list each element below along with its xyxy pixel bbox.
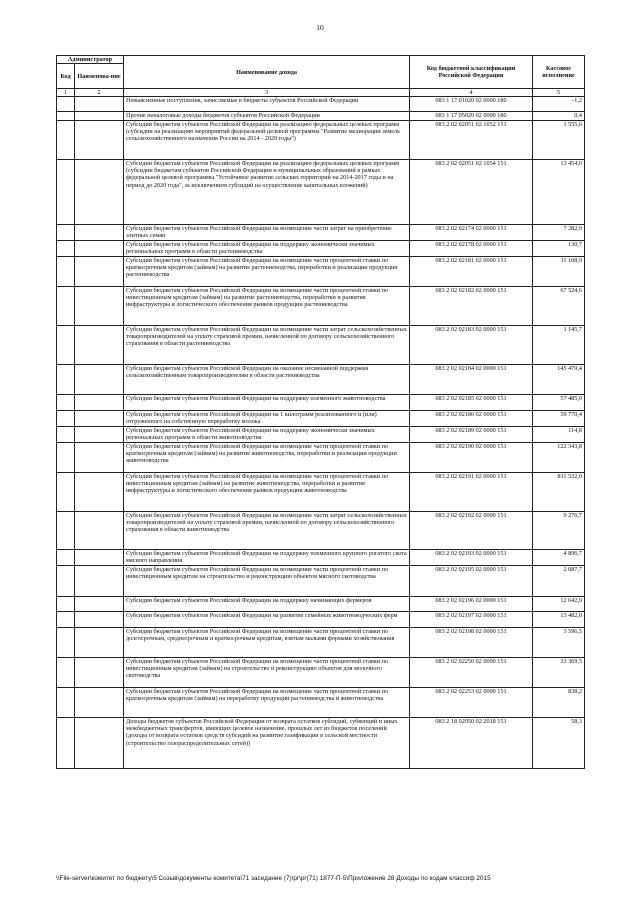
table-row <box>57 120 585 159</box>
admin-code-cell <box>57 442 75 472</box>
admin-name-cell <box>75 657 124 687</box>
income-name-cell: Субсидии бюджетам субъектов Российской Федерации на реализацию федеральных целевых программ (субсидии на реализацию мероприятий федеральной целевой программы "Развитие мелиорации земель сельскохозяйственного назначения России на 2014 - 2020 годы") <box>124 120 410 159</box>
budget-code-cell: 083 1 17 05020 02 0000 180 <box>410 112 533 120</box>
admin-code-cell <box>57 394 75 410</box>
column-number: 2 <box>75 89 124 97</box>
admin-code-cell <box>57 256 75 286</box>
admin-code-cell <box>57 240 75 256</box>
amount-cell: 13 454,0 <box>533 159 585 224</box>
page-number: 10 <box>316 23 324 32</box>
amount-cell: 7 282,9 <box>533 224 585 240</box>
admin-name-cell <box>75 394 124 410</box>
table-row <box>57 565 585 596</box>
amount-cell: 4 896,7 <box>533 549 585 565</box>
admin-code-cell <box>57 472 75 511</box>
admin-code-cell <box>57 717 75 768</box>
amount-cell: 114,8 <box>533 426 585 442</box>
amount-cell: 9 276,7 <box>533 511 585 549</box>
budget-code-cell: 083 2 02 02178 02 0000 151 <box>410 240 533 256</box>
budget-code-cell: 083 2 02 02185 02 0000 151 <box>410 394 533 410</box>
income-name-cell: Доходы бюджетов субъектов Российской Федерации от возврата остатков субсидий, субвенций и иных межбюджетных трансфертов, имеющих целевое назначение, прошлых лет из бюджетов поселений (доходы от возврата остатков средств субсидий на развитие газификации в сельской местности (строительство газораспределительных сетей)) <box>124 717 410 768</box>
amount-cell: 13 482,0 <box>533 611 585 627</box>
table-row <box>57 611 585 627</box>
column-number: 5 <box>533 89 585 97</box>
admin-name-cell <box>75 364 124 394</box>
admin-name-cell <box>75 159 124 224</box>
admin-name-cell <box>75 549 124 565</box>
income-name-cell: Субсидии бюджетам субъектов Российской Федерации на возмещение части затрат сельскохозяйственных товаропроизводителей на уплату страховой премии, начисленной по договору сельскохозяйственного страхования в области растениеводства <box>124 325 410 364</box>
table-row <box>57 159 585 224</box>
admin-name-cell <box>75 717 124 768</box>
budget-code-cell: 083 2 02 02190 02 0000 151 <box>410 442 533 472</box>
budget-code-cell: 083 2 02 02182 02 0000 151 <box>410 286 533 325</box>
budget-code-cell: 083 2 02 02195 02 0000 151 <box>410 565 533 596</box>
admin-name-cell <box>75 472 124 511</box>
admin-name-cell <box>75 112 124 120</box>
income-name-cell: Субсидии бюджетам субъектов Российской Федерации на возмещение части процентной ставки по краткосрочным кредитам (займам) на развитие животноводства, переработки и реализации продукции животноводства <box>124 442 410 472</box>
budget-code-cell: 083 2 02 02051 02 1052 151 <box>410 120 533 159</box>
budget-code-cell: 083 2 02 02250 02 0000 151 <box>410 657 533 687</box>
admin-name-cell <box>75 120 124 159</box>
admin-code-cell <box>57 611 75 627</box>
income-name-cell: Субсидии бюджетам субъектов Российской Федерации на поддержку племенного животноводства <box>124 394 410 410</box>
amount-cell: 59 770,4 <box>533 410 585 426</box>
table-row <box>57 410 585 426</box>
admin-code-cell <box>57 549 75 565</box>
budget-code-cell: 083 2 02 02181 02 0000 151 <box>410 256 533 286</box>
budget-code-cell: 083 2 02 02198 02 0000 151 <box>410 627 533 657</box>
budget-code-header: Код бюджетной классификации Российской Федерации <box>410 56 533 89</box>
income-name-cell: Субсидии бюджетам субъектов Российской Федерации на поддержку начинающих фермеров <box>124 596 410 611</box>
table-row <box>57 442 585 472</box>
table-row <box>57 97 585 112</box>
income-name-cell: Невыясненные поступления, зачисляемые в бюджеты субъектов Российской Федерации <box>124 97 410 112</box>
admin-code-cell <box>57 120 75 159</box>
administrator-header: Администратор <box>57 56 124 64</box>
amount-cell: 33 369,5 <box>533 657 585 687</box>
admin-code-cell <box>57 426 75 442</box>
amount-cell: 67 524,6 <box>533 286 585 325</box>
table-row <box>57 549 585 565</box>
admin-name-cell <box>75 511 124 549</box>
amount-cell: 1 555,6 <box>533 120 585 159</box>
admin-name-cell <box>75 426 124 442</box>
column-number: 1 <box>57 89 75 97</box>
table-row <box>57 240 585 256</box>
budget-code-cell: 083 2 02 02189 02 0000 151 <box>410 426 533 442</box>
table-row <box>57 472 585 511</box>
income-name-cell: Субсидии бюджетам субъектов Российской Федерации на возмещение части затрат на приобретение элитных семян <box>124 224 410 240</box>
admin-name-cell <box>75 627 124 657</box>
income-name-cell: Субсидии бюджетам субъектов Российской Федерации на реализацию федеральных целевых программ (субсидии бюджетам субъектов Российской Федерации и муниципальных образований в рамках федеральной целевой программы "Устойчивое развитие сельских территорий на 2014-2017 годы и на период до 2020 года", за исключением субсидий на осуществление капитальных вложений) <box>124 159 410 224</box>
amount-cell: 57 485,0 <box>533 394 585 410</box>
table-row <box>57 426 585 442</box>
amount-cell: 11 108,9 <box>533 256 585 286</box>
income-name-cell: Субсидии бюджетам субъектов Российской Федерации на поддержку экономически значимых региональных программ в области животноводства <box>124 426 410 442</box>
amount-cell: 0,4 <box>533 112 585 120</box>
income-name-cell: Субсидии бюджетам субъектов Российской Федерации на 1 килограмм реализованного и (или) отгруженного на собственную переработку молока <box>124 410 410 426</box>
income-name-cell: Субсидии бюджетам субъектов Российской Федерации на возмещение части процентной ставки по краткосрочным кредитам (займам) на развитие растениеводства, переработки и реализации продукции растениеводства <box>124 256 410 286</box>
income-name-cell: Субсидии бюджетам субъектов Российской Федерации на возмещение части процентной ставки по инвестиционным кредитам (займам) на развитие растениеводства, переработки и развития инфраструктуры и логистического обеспечения рынков продукции растениеводства <box>124 286 410 325</box>
budget-code-cell: 083 2 02 02051 02 1054 151 <box>410 159 533 224</box>
income-name-cell: Прочие неналоговые доходы бюджетов субъектов Российской Федерации <box>124 112 410 120</box>
amount-cell: 145 479,4 <box>533 364 585 394</box>
income-name-cell: Субсидии бюджетам субъектов Российской Федерации на развитие семейных животноводческих ферм <box>124 611 410 627</box>
budget-code-cell: 083 2 02 02186 02 0000 151 <box>410 410 533 426</box>
admin-name-cell <box>75 240 124 256</box>
table-row <box>57 325 585 364</box>
amount-cell: 1 145,7 <box>533 325 585 364</box>
admin-code-cell <box>57 112 75 120</box>
admin-name-cell <box>75 286 124 325</box>
income-name-cell: Субсидии бюджетам субъектов Российской Федерации на поддержку экономически значимых региональных программ в области растениеводства <box>124 240 410 256</box>
amount-cell: 130,7 <box>533 240 585 256</box>
table-row <box>57 224 585 240</box>
income-name-cell: Субсидии бюджетам субъектов Российской Федерации на возмещение части процентной ставки по инвестиционным кредитам (займам) на строительство и реконструкцию объектов для молочного скотоводства <box>124 657 410 687</box>
budget-code-cell: 083 2 02 02184 02 0000 151 <box>410 364 533 394</box>
amount-cell: 3 596,5 <box>533 627 585 657</box>
table-row <box>57 657 585 687</box>
admin-code-cell <box>57 511 75 549</box>
column-number-row <box>57 89 585 97</box>
admin-code-cell <box>57 627 75 657</box>
admin-name-cell <box>75 611 124 627</box>
table-row <box>57 717 585 768</box>
table-row <box>57 256 585 286</box>
column-number: 3 <box>124 89 410 97</box>
amount-cell: -1,2 <box>533 97 585 112</box>
admin-code-cell <box>57 325 75 364</box>
cash-execution-header: Кассовое исполнение <box>533 56 585 89</box>
income-name-cell: Субсидии бюджетам субъектов Российской Федерации на возмещение части процентной ставки по долгосрочным, среднесрочным и краткосрочным кредитам, взятым малыми формами хозяйствования <box>124 627 410 657</box>
admin-code-header: Код <box>57 64 75 89</box>
column-number: 4 <box>410 89 533 97</box>
budget-code-cell: 083 2 02 02253 02 0000 151 <box>410 687 533 717</box>
budget-code-cell: 083 2 02 02191 02 0000 151 <box>410 472 533 511</box>
admin-name-cell <box>75 565 124 596</box>
amount-cell: 12 642,0 <box>533 596 585 611</box>
admin-code-cell <box>57 364 75 394</box>
admin-name-header: Наименова-ние <box>75 64 124 89</box>
income-name-cell: Субсидии бюджетам субъектов Российской Федерации на возмещение части процентной ставки по краткосрочным кредитам (займам) на переработку продукции растениеводства и животноводства <box>124 687 410 717</box>
income-name-cell: Субсидии бюджетам субъектов Российской Федерации на возмещение части процентной ставки по инвестиционным кредитам (займам) на развитие животноводства, переработки и развития инфраструктуры и логистического обеспечения рынков продукции животноводства <box>124 472 410 511</box>
income-name-cell: Субсидии бюджетам субъектов Российской Федерации на возмещение части затрат сельскохозяйственных товаропроизводителей на уплату страховой премии, начисленной по договору сельскохозяйственного страхования в области животноводства <box>124 511 410 549</box>
admin-name-cell <box>75 224 124 240</box>
income-name-header: Наименование дохода <box>124 56 410 89</box>
budget-code-cell: 083 2 02 02174 02 0000 151 <box>410 224 533 240</box>
admin-code-cell <box>57 97 75 112</box>
admin-code-cell <box>57 224 75 240</box>
admin-code-cell <box>57 596 75 611</box>
admin-name-cell <box>75 97 124 112</box>
amount-cell: 811 532,0 <box>533 472 585 511</box>
table-row <box>57 394 585 410</box>
amount-cell: 2 087,7 <box>533 565 585 596</box>
budget-code-cell: 083 2 02 02197 02 0000 151 <box>410 611 533 627</box>
budget-code-cell: 083 2 02 02183 02 0000 151 <box>410 325 533 364</box>
table-row <box>57 112 585 120</box>
table-header <box>57 56 585 97</box>
table-row <box>57 364 585 394</box>
budget-code-cell: 083 2 18 02050 02 2018 151 <box>410 717 533 768</box>
admin-name-cell <box>75 596 124 611</box>
income-name-cell: Субсидии бюджетам субъектов Российской Федерации на возмещение части процентной ставки по инвестиционным кредитам на строительство и реконструкцию объектов мясного скотоводства <box>124 565 410 596</box>
table-row <box>57 511 585 549</box>
budget-code-cell: 083 2 02 02193 02 0000 151 <box>410 549 533 565</box>
admin-code-cell <box>57 565 75 596</box>
budget-code-cell: 083 2 02 02196 02 0000 151 <box>410 596 533 611</box>
admin-name-cell <box>75 256 124 286</box>
table-body <box>57 97 585 768</box>
admin-code-cell <box>57 410 75 426</box>
income-name-cell: Субсидии бюджетам субъектов Российской Федерации на оказание несвязанной поддержки сельскохозяйственным товаропроизводителям в области растениеводства <box>124 364 410 394</box>
table-row <box>57 286 585 325</box>
amount-cell: 58,3 <box>533 717 585 768</box>
admin-code-cell <box>57 657 75 687</box>
admin-name-cell <box>75 325 124 364</box>
table-row <box>57 687 585 717</box>
amount-cell: 122 343,8 <box>533 442 585 472</box>
admin-name-cell <box>75 442 124 472</box>
admin-code-cell <box>57 286 75 325</box>
table-row <box>57 596 585 611</box>
admin-name-cell <box>75 687 124 717</box>
budget-code-cell: 083 2 02 02192 02 0000 151 <box>410 511 533 549</box>
budget-code-cell: 083 1 17 01020 02 0000 180 <box>410 97 533 112</box>
admin-code-cell <box>57 687 75 717</box>
table-row <box>57 627 585 657</box>
file-path-footer: \\File-server\комитет по бюджету\5 Созыв\документы комитета\71 заседание (7)\pr\pr(71) 1877-П-5\Приложение 28 Доходы по кодам классиф 2015 <box>56 875 491 882</box>
admin-code-cell <box>57 159 75 224</box>
amount-cell: 838,2 <box>533 687 585 717</box>
income-table <box>56 55 585 769</box>
admin-name-cell <box>75 410 124 426</box>
income-name-cell: Субсидии бюджетам субъектов Российской Федерации на поддержку племенного крупного рогатого скота мясного направления <box>124 549 410 565</box>
